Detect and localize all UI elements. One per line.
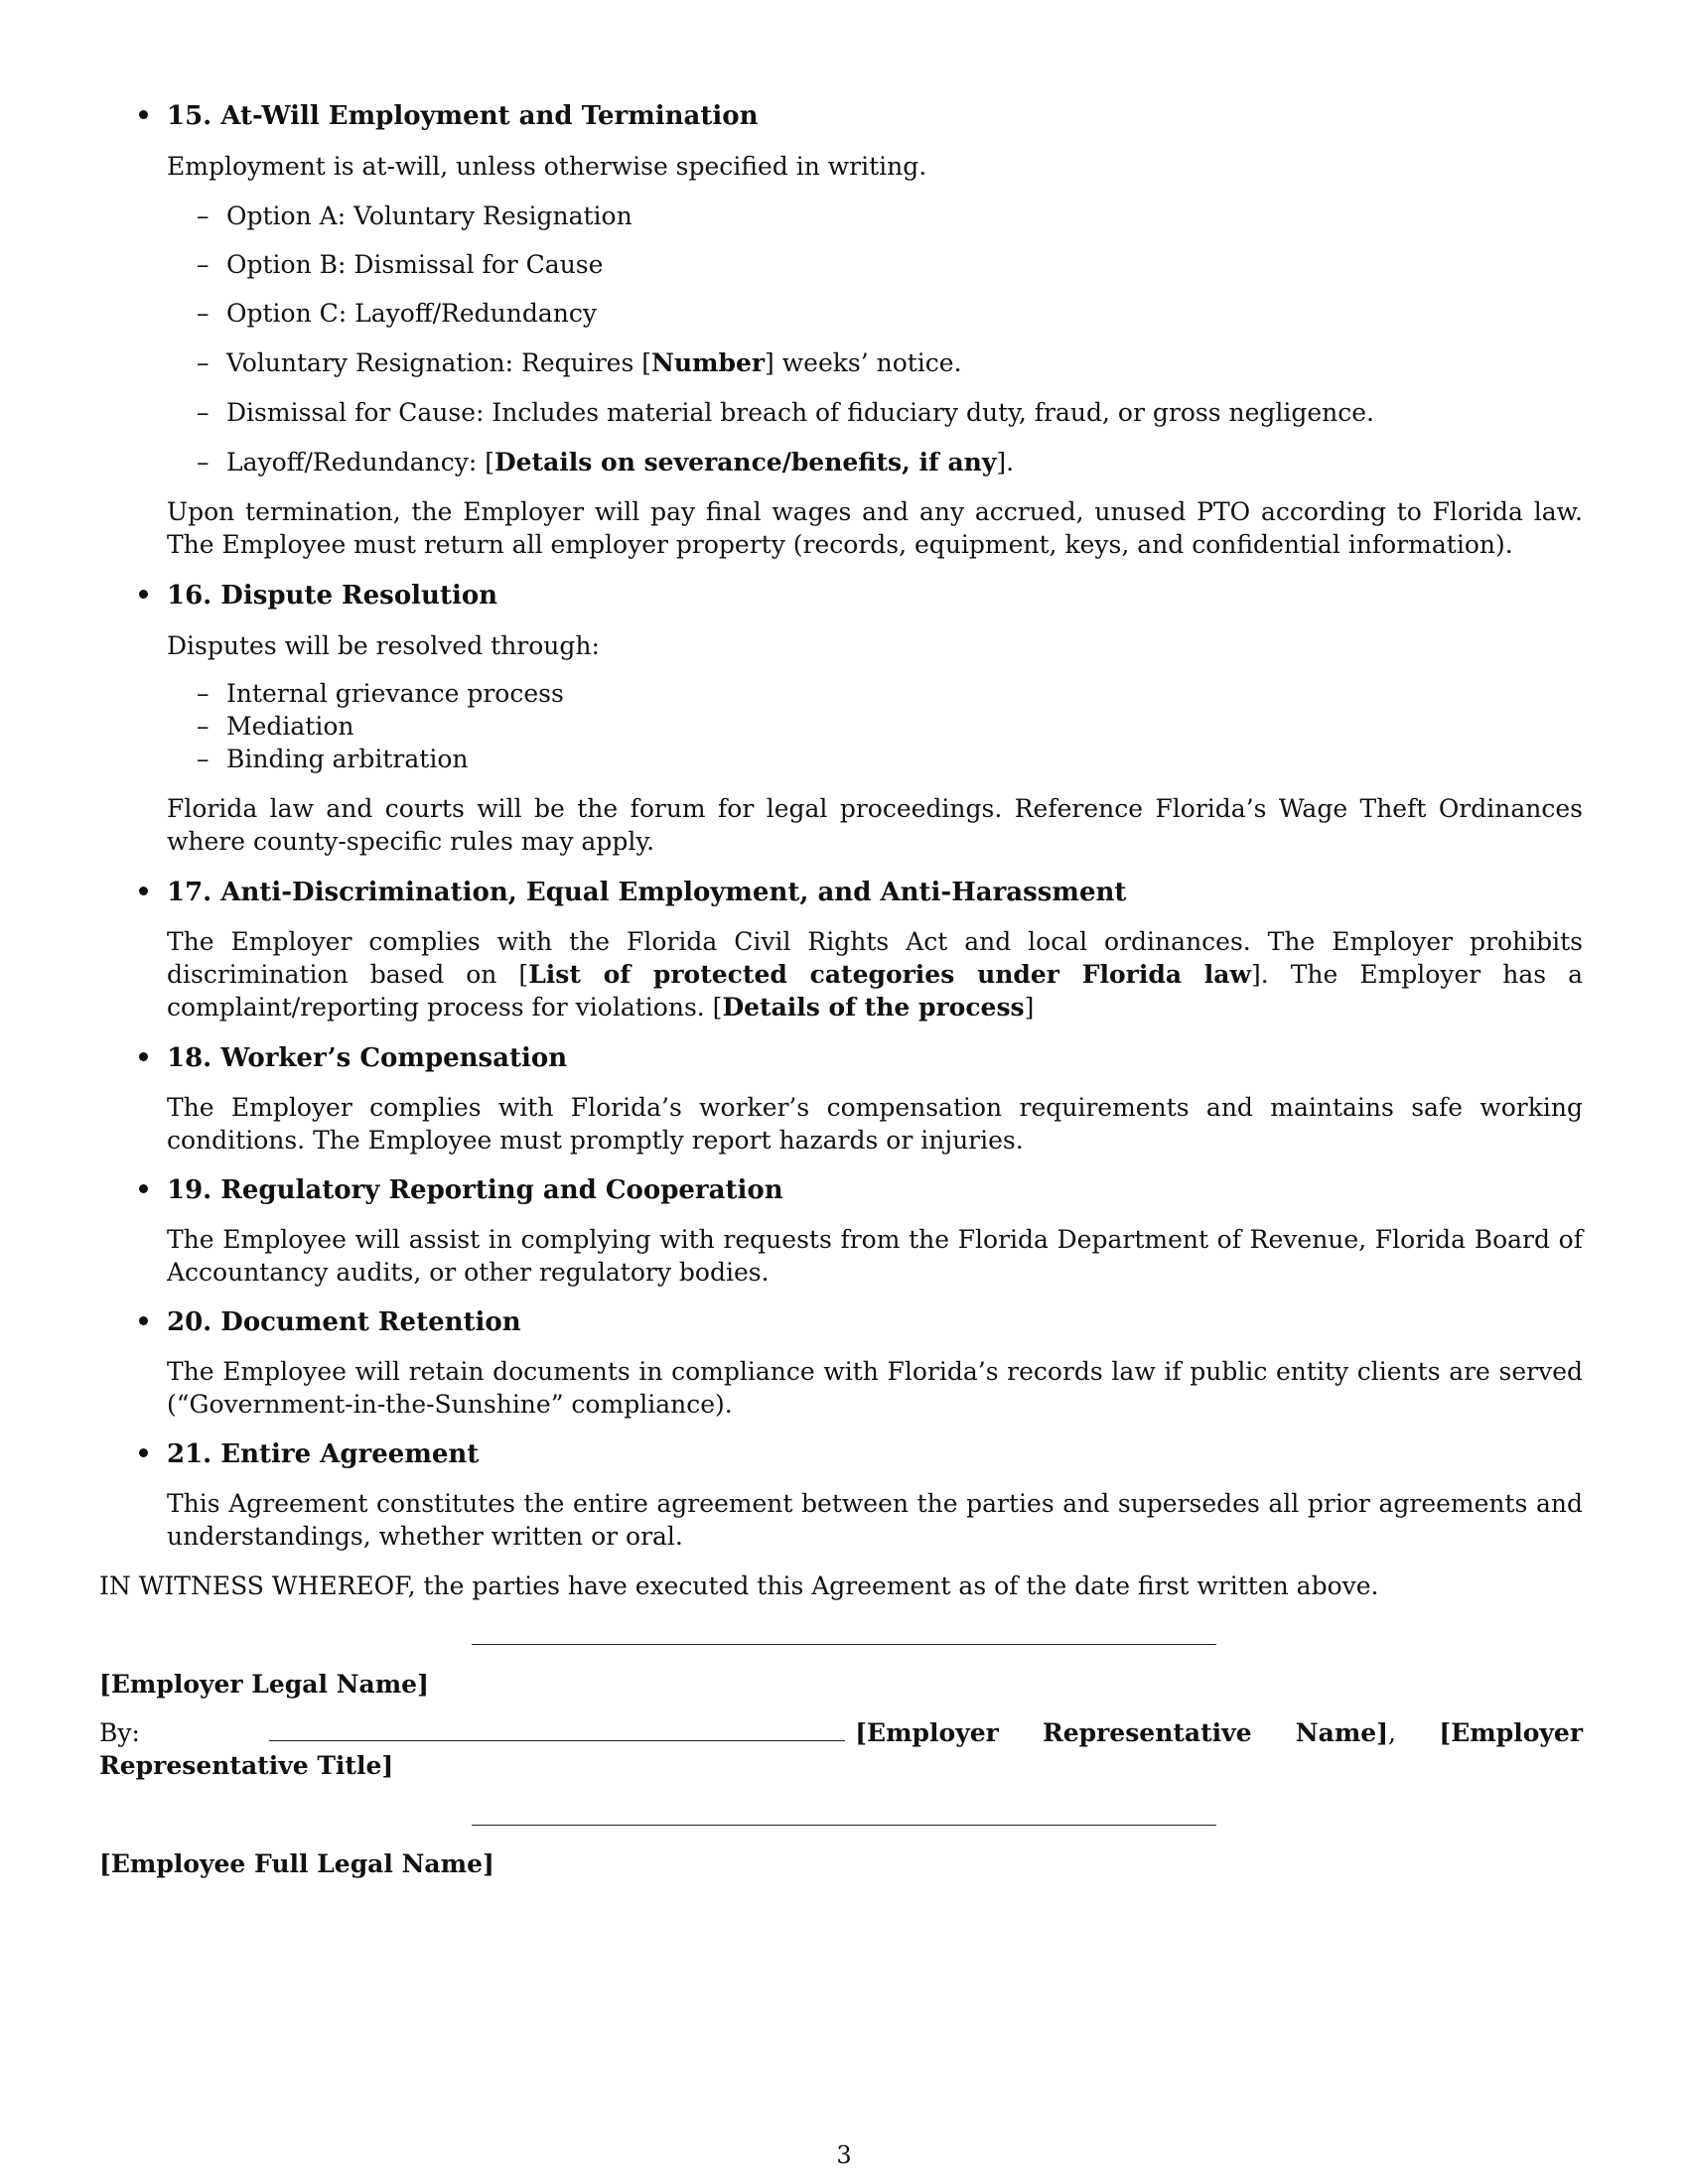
section-15-heading: 15. At-Will Employment and Termination [167,101,759,131]
employer-signature-line [472,1644,1216,1645]
employee-signature-line [472,1825,1216,1826]
list-item: – Dismissal for Cause: Includes material breach of fiduciary duty, fraud, or gross negligence. [197,398,1375,427]
section-19-text: The Employee will assist in complying with requests from the Florida Department of Revenue, Florida Board of Accountancy audits, or other regulatory bodies. [167,1225,1583,1287]
bullet [137,109,151,123]
bullet [137,886,151,899]
section-20-text: The Employee will retain documents in compliance with Florida’s records law if public entity clients are served (“Government-in-the-Sunshine” compliance). [167,1357,1583,1419]
list-item: – Internal grievance process [197,679,564,708]
section-15-intro: Employment is at-will, unless otherwise specified in writing. [167,152,927,181]
list-item: – Option B: Dismissal for Cause [197,250,604,279]
list-item: – Option A: Voluntary Resignation [197,202,633,230]
section-17-heading: 17. Anti-Discrimination, Equal Employment, and Anti-Harassment [167,878,1127,907]
page-number: 3 [836,2141,852,2169]
section-16-heading: 16. Dispute Resolution [167,581,498,611]
bullet [137,1447,151,1461]
section-15-closing: Upon termination, the Employer will pay final wages and any accrued, unused PTO according to Florida law. The Employee must return all employer property (records, equipment, keys, and confidential information). [167,497,1583,559]
bullet [137,1051,151,1065]
representative-signature-line [269,1718,845,1741]
section-19-heading: 19. Regulatory Reporting and Cooperation [167,1175,783,1205]
section-16-closing: Florida law and courts will be the forum for legal proceedings. Reference Florida’s Wage Theft Ordinances where county-specific rules may apply. [167,794,1583,856]
employee-legal-name: [Employee Full Legal Name] [99,1849,494,1878]
by-line: By: [Employer Representative Name], [Employer Representative Title] [99,1718,1583,1780]
employer-legal-name: [Employer Legal Name] [99,1670,429,1699]
section-17-text: The Employer complies with the Florida Civil Rights Act and local ordinances. The Employer prohibits discrimination based on [List of protected categories under Florida law]. The Employer has a complaint/reporting process for violations. [Details of the process] [167,927,1584,1022]
bullet [137,589,151,603]
witness-clause: IN WITNESS WHEREOF, the parties have executed this Agreement as of the date first written above. [99,1571,1379,1600]
section-21-heading: 21. Entire Agreement [167,1439,480,1469]
bullet [137,1183,151,1197]
bullet [137,1315,151,1329]
section-18-heading: 18. Worker’s Compensation [167,1043,568,1073]
section-18-text: The Employer complies with Florida’s worker’s compensation requirements and maintains safe working conditions. The Employee must promptly report hazards or injuries. [167,1093,1583,1155]
list-item: – Option C: Layoff/Redundancy [197,299,597,328]
list-item: – Layoff/Redundancy: [Details on severance/benefits, if any]. [197,448,1015,477]
list-item: – Binding arbitration [197,745,469,773]
section-21-text: This Agreement constitutes the entire agreement between the parties and supersedes all prior agreements and understandings, whether written or oral. [167,1489,1583,1551]
section-20-heading: 20. Document Retention [167,1307,521,1337]
section-16-intro: Disputes will be resolved through: [167,631,600,660]
list-item: – Voluntary Resignation: Requires [Number] weeks’ notice. [197,348,962,377]
list-item: – Mediation [197,712,354,741]
